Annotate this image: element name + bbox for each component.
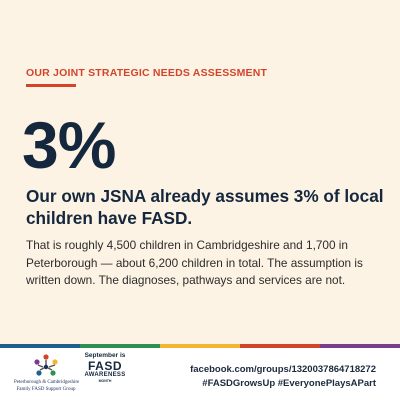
facebook-url[interactable]: facebook.com/groups/1320037864718272 (190, 364, 376, 375)
section-label: OUR JOINT STRATEGIC NEEDS ASSESSMENT (26, 67, 268, 79)
big-statistic: 3% (22, 108, 116, 182)
fasd-awareness-logo (82, 352, 128, 384)
accent-rule (26, 84, 76, 87)
footer (0, 348, 400, 400)
org-name-line1: Peterborough & Cambridgeshire (14, 380, 80, 385)
headline: Our own JSNA already assumes 3% of local children have FASD. (26, 186, 384, 228)
awareness-month: MONTH (98, 379, 112, 383)
awareness-sub: AWARENESS (84, 372, 126, 378)
org-logo (14, 350, 78, 398)
hashtags: #FASDGrowsUp #EveryonePlaysAPart (202, 378, 376, 389)
org-name-line2: Family FASD Support Group (16, 387, 76, 392)
awareness-top: September is (84, 352, 126, 359)
awareness-main: FASD (87, 359, 122, 373)
people-circle-logo-icon (32, 352, 60, 380)
body-text: That is roughly 4,500 children in Cambridgeshire and 1,700 in Peterborough — about 6,200 children in total. The assumption is written down. The diagnoses, pathways and services are not. (26, 238, 363, 287)
